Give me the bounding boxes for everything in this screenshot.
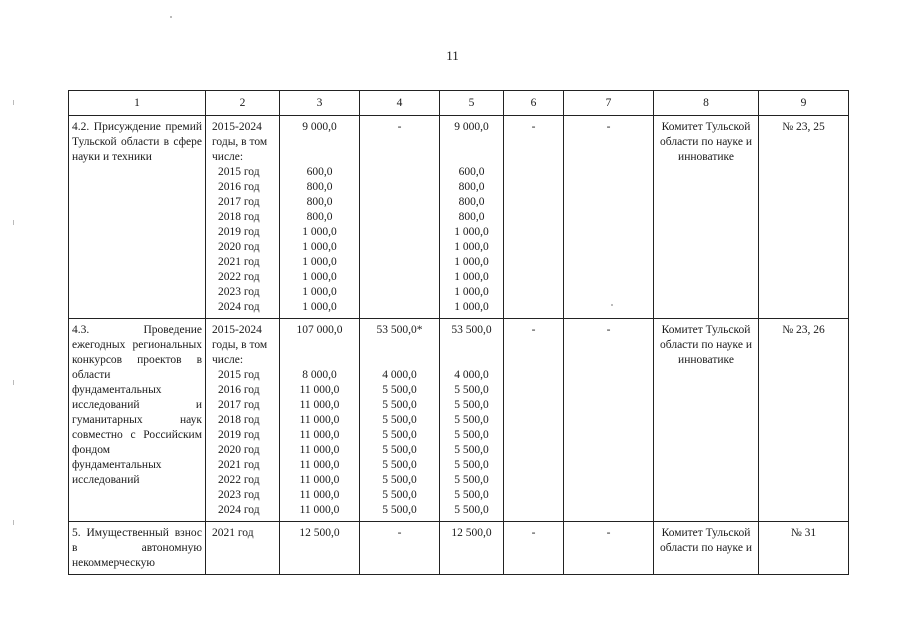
col4-value: 5 500,0 [382, 429, 417, 441]
year-label: 2017 год [218, 399, 260, 411]
col3-value: 1 000,0 [302, 226, 337, 238]
measure-name: 4.2. Присуждение премий Тульской области в сфере науки и техники [72, 121, 202, 163]
col3-value: 1 000,0 [302, 256, 337, 268]
executor-cell [654, 319, 759, 522]
col4-cell [360, 319, 440, 522]
year-label: 2020 год [218, 241, 260, 253]
col5-total: 12 500,0 [451, 527, 492, 539]
col5-cell [440, 522, 504, 575]
col7-value: - [606, 527, 611, 539]
col5-value: 1 000,0 [454, 301, 489, 313]
col5-value: 5 500,0 [454, 504, 489, 516]
col5-value: 5 500,0 [454, 459, 489, 471]
col3-value: 8 000,0 [302, 369, 337, 381]
year-label: 2015 год [218, 369, 260, 381]
page-number: 11 [446, 48, 459, 63]
col3-value: 1 000,0 [302, 241, 337, 253]
spacer [283, 338, 356, 353]
year-label: 2017 год [218, 196, 260, 208]
col3-value: 11 000,0 [299, 399, 340, 411]
col5-value: 1 000,0 [454, 241, 489, 253]
col3-values [280, 522, 359, 544]
col7-value: - [606, 121, 611, 133]
col3-value: 11 000,0 [299, 444, 340, 456]
spacer [443, 338, 500, 353]
col5-value: 5 500,0 [454, 399, 489, 411]
scan-speck [13, 520, 14, 525]
spacer [283, 135, 356, 150]
col3-value: 11 000,0 [299, 504, 340, 516]
col3-value: 1 000,0 [302, 286, 337, 298]
col3-value: 11 000,0 [299, 459, 340, 471]
reference: № 23, 26 [782, 324, 825, 336]
col4-value: 5 500,0 [382, 414, 417, 426]
col5-value: 1 000,0 [454, 256, 489, 268]
measure-name-cell [69, 319, 206, 522]
col5-value: 800,0 [458, 181, 485, 193]
col4-value: 5 500,0 [382, 489, 417, 501]
col3-cell [280, 522, 360, 575]
col3-value: 800,0 [306, 196, 333, 208]
year-label: 2022 год [218, 474, 260, 486]
col3-value: 600,0 [306, 166, 333, 178]
col5-value: 4 000,0 [454, 369, 489, 381]
period-label: 2021 год [212, 527, 254, 539]
executor: Комитет Тульской области по науке и инноватике [660, 324, 752, 366]
col4-value: 5 500,0 [382, 399, 417, 411]
col3-values [280, 116, 359, 318]
scan-speck [13, 100, 14, 105]
period-cell [206, 116, 280, 319]
period-label: 2015-2024 [212, 324, 262, 336]
scan-speck [13, 220, 14, 225]
col3-values [280, 319, 359, 521]
period-label: числе: [212, 151, 244, 163]
col6-value: - [531, 527, 536, 539]
col5-values [440, 522, 503, 544]
year-label: 2021 год [218, 459, 260, 471]
table-row [69, 522, 849, 575]
year-label: 2020 год [218, 444, 260, 456]
year-label: 2024 год [218, 301, 260, 313]
col6-value: - [531, 121, 536, 133]
col6-cell [504, 319, 564, 522]
col5-value: 1 000,0 [454, 271, 489, 283]
spacer [443, 150, 500, 165]
year-label: 2024 год [218, 504, 260, 516]
col3-cell [280, 319, 360, 522]
scan-speck [611, 304, 613, 306]
col3-value: 11 000,0 [299, 489, 340, 501]
period-label: 2015-2024 [212, 121, 262, 133]
col7-cell [564, 319, 654, 522]
period-label: годы, в том [212, 339, 268, 351]
col4-value: 5 500,0 [382, 504, 417, 516]
year-label: 2016 год [218, 181, 260, 193]
executor-cell [654, 116, 759, 319]
col6-cell [504, 522, 564, 575]
period-list [206, 319, 279, 521]
executor-cell [654, 522, 759, 575]
col4-value: 5 500,0 [382, 384, 417, 396]
reference: № 23, 25 [782, 121, 825, 133]
spacer [363, 338, 436, 353]
col3-value: 1 000,0 [302, 301, 337, 313]
col7-cell [564, 116, 654, 319]
col4-cell [360, 116, 440, 319]
col3-value: 800,0 [306, 211, 333, 223]
period-label: числе: [212, 354, 244, 366]
year-label: 2023 год [218, 286, 260, 298]
period-list [206, 522, 279, 544]
col4-values [360, 116, 439, 138]
reference: № 31 [790, 527, 817, 539]
col3-value: 800,0 [306, 181, 333, 193]
col5-value: 800,0 [458, 196, 485, 208]
col4-value: 5 500,0 [382, 444, 417, 456]
table-row [69, 319, 849, 522]
col4-values [360, 319, 439, 521]
col5-value: 5 500,0 [454, 489, 489, 501]
spacer [283, 353, 356, 368]
header-col-1: 1 [69, 91, 206, 116]
col6-value: - [531, 324, 536, 336]
scan-speck [170, 16, 172, 18]
period-label: годы, в том [212, 136, 268, 148]
year-label: 2016 год [218, 384, 260, 396]
col7-cell [564, 522, 654, 575]
measure-name-cell [69, 522, 206, 575]
year-label: 2015 год [218, 166, 260, 178]
col3-total: 12 500,0 [299, 527, 340, 539]
period-list [206, 116, 279, 318]
measure-name: 5. Имущественный взнос в автономную некоммерческую [72, 527, 202, 569]
year-label: 2018 год [218, 414, 260, 426]
table-row [69, 116, 849, 319]
col4-values [360, 522, 439, 544]
spacer [283, 150, 356, 165]
col5-values [440, 116, 503, 318]
year-label: 2022 год [218, 271, 260, 283]
year-label: 2023 год [218, 489, 260, 501]
col3-value: 1 000,0 [302, 271, 337, 283]
col5-value: 5 500,0 [454, 444, 489, 456]
col4-value: 5 500,0 [382, 459, 417, 471]
executor: Комитет Тульской области по науке и инноватике [660, 121, 752, 163]
col3-total: 9 000,0 [302, 121, 337, 133]
col5-value: 5 500,0 [454, 474, 489, 486]
col5-value: 5 500,0 [454, 429, 489, 441]
col4-total: - [397, 527, 402, 539]
col5-values [440, 319, 503, 521]
col5-value: 1 000,0 [454, 286, 489, 298]
col5-cell [440, 116, 504, 319]
reference-cell [759, 522, 849, 575]
header-col-3: 3 [280, 91, 360, 116]
header-col-2: 2 [206, 91, 280, 116]
col4-value: 4 000,0 [382, 369, 417, 381]
col5-value: 5 500,0 [454, 384, 489, 396]
header-col-4: 4 [360, 91, 440, 116]
year-label: 2019 год [218, 226, 260, 238]
col5-value: 5 500,0 [454, 414, 489, 426]
measure-name-cell [69, 116, 206, 319]
year-label: 2018 год [218, 211, 260, 223]
col4-cell [360, 522, 440, 575]
measure-name: 4.3. Проведение ежегодных региональных конкурсов проектов в области фундаментальных исследований и гуманитарных наук совместно с Российским фондом фундаментальных исследований [72, 324, 202, 486]
header-col-8: 8 [654, 91, 759, 116]
col4-total: 53 500,0* [376, 324, 423, 336]
col3-total: 107 000,0 [296, 324, 343, 336]
spacer [363, 353, 436, 368]
header-col-6: 6 [504, 91, 564, 116]
period-cell [206, 522, 280, 575]
col6-cell [504, 116, 564, 319]
header-col-9: 9 [759, 91, 849, 116]
col7-value: - [606, 324, 611, 336]
col3-value: 11 000,0 [299, 414, 340, 426]
col3-value: 11 000,0 [299, 429, 340, 441]
period-cell [206, 319, 280, 522]
executor: Комитет Тульской области по науке и [660, 527, 752, 554]
header-col-5: 5 [440, 91, 504, 116]
col4-value: 5 500,0 [382, 474, 417, 486]
col3-value: 11 000,0 [299, 384, 340, 396]
col3-value: 11 000,0 [299, 474, 340, 486]
spacer [443, 353, 500, 368]
col5-value: 1 000,0 [454, 226, 489, 238]
header-col-7: 7 [564, 91, 654, 116]
col5-cell [440, 319, 504, 522]
scan-speck [13, 380, 14, 385]
reference-cell [759, 319, 849, 522]
col5-total: 53 500,0 [451, 324, 492, 336]
year-label: 2021 год [218, 256, 260, 268]
year-label: 2019 год [218, 429, 260, 441]
spacer [443, 135, 500, 150]
reference-cell [759, 116, 849, 319]
col5-value: 800,0 [458, 211, 485, 223]
program-table [68, 90, 849, 575]
col5-value: 600,0 [458, 166, 485, 178]
col4-total: - [397, 121, 402, 133]
col3-cell [280, 116, 360, 319]
col5-total: 9 000,0 [454, 121, 489, 133]
header-row [69, 91, 849, 116]
